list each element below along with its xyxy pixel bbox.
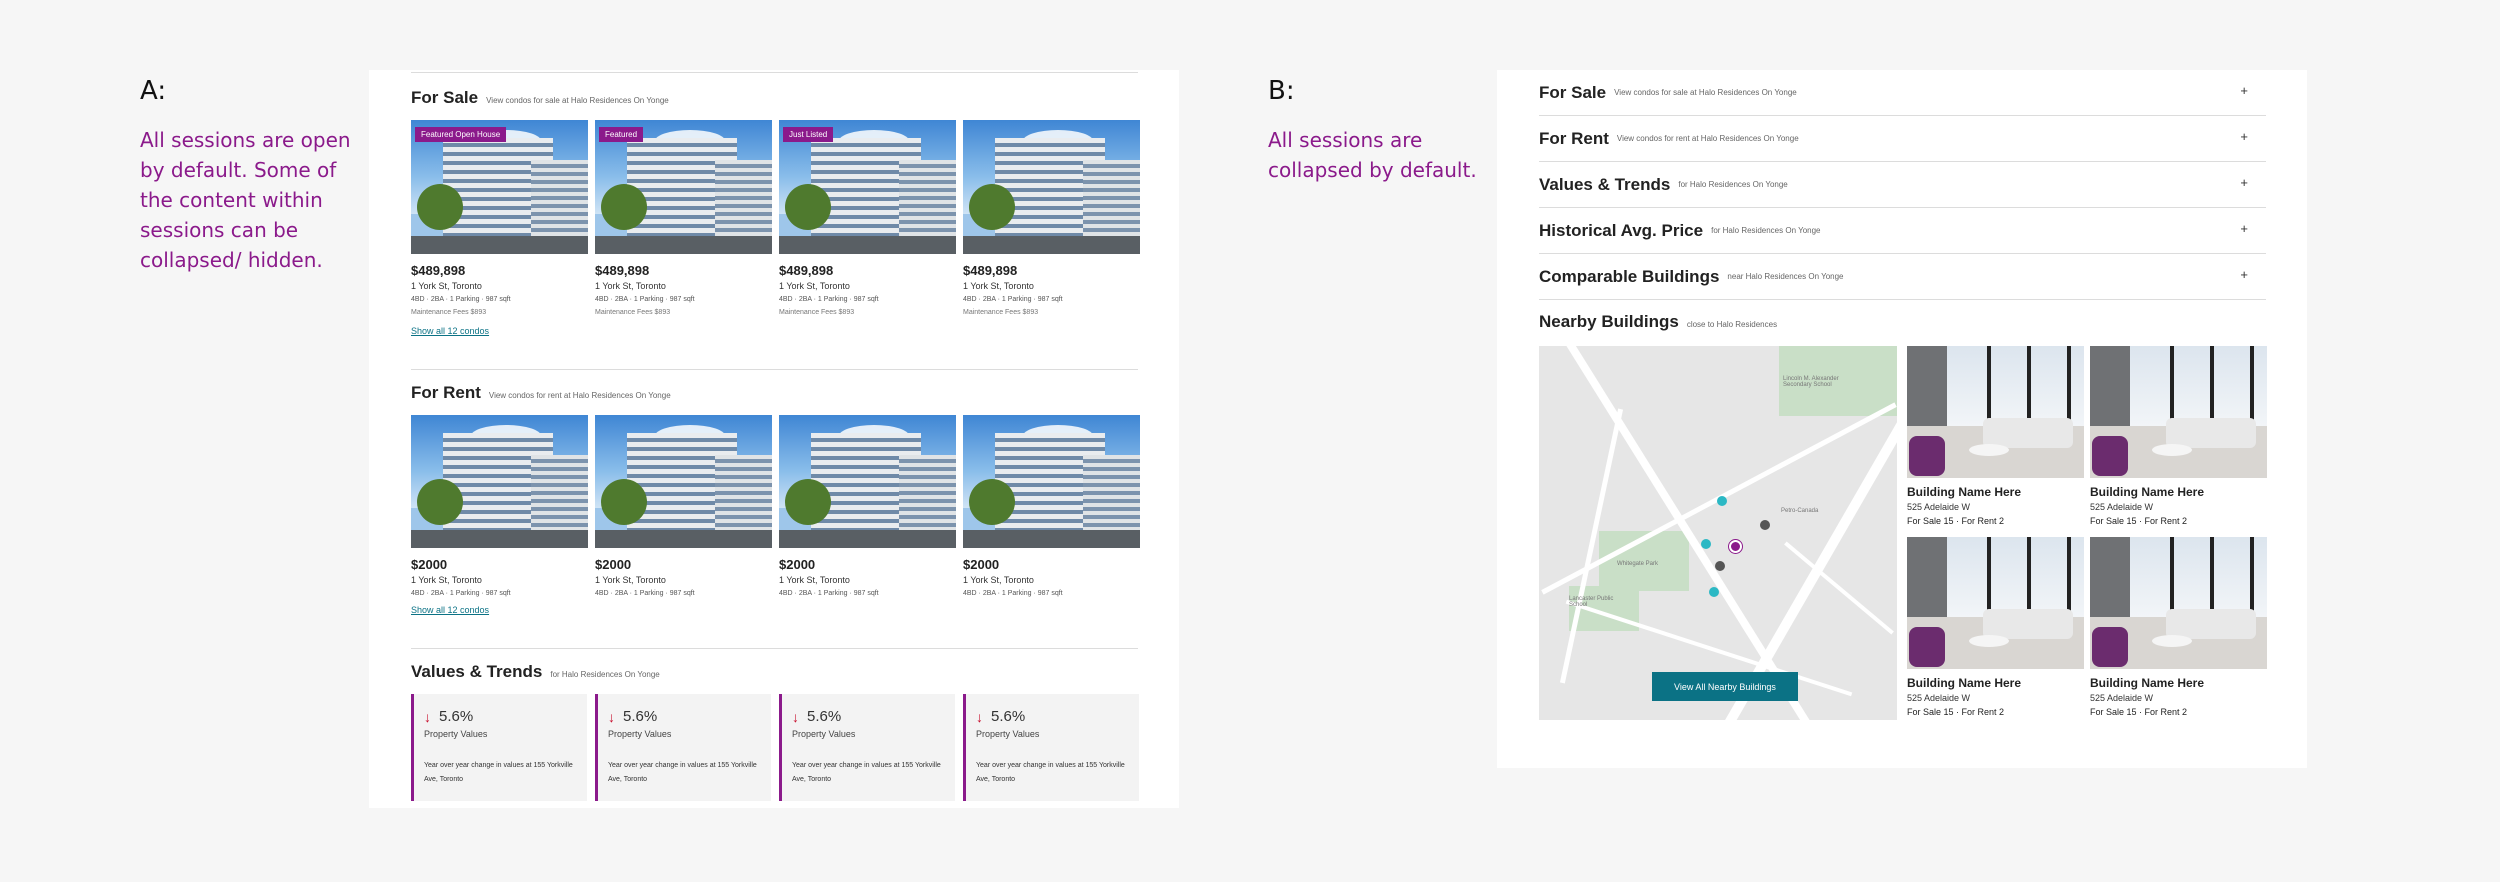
rent-listing-card[interactable] <box>411 415 588 597</box>
trend-note: Year over year change in values at 155 Yorkville Ave, Toronto <box>608 762 757 783</box>
trend-label: Property Values <box>424 729 488 739</box>
listing-price: $2000 <box>411 557 448 572</box>
condo-photo[interactable] <box>963 120 1140 254</box>
sale-listing-card[interactable] <box>595 120 772 316</box>
condo-photo[interactable] <box>595 120 772 254</box>
listing-specs: 4BD · 2BA · 1 Parking · 987 sqft <box>779 296 879 303</box>
listing-address: 1 York St, Toronto <box>779 281 850 291</box>
divider <box>411 648 1138 649</box>
accordion-for-sale[interactable] <box>1539 70 2266 116</box>
building-address: 525 Adelaide W <box>2090 502 2154 512</box>
accordion-comparable-buildings[interactable] <box>1539 254 2266 300</box>
show-all-sale-link[interactable]: Show all 12 condos <box>411 326 490 336</box>
option-b-title: B: <box>1268 76 1295 106</box>
accordion-historical-price[interactable] <box>1539 208 2266 254</box>
rent-listing-card[interactable] <box>595 415 772 597</box>
condo-photo[interactable] <box>595 415 772 548</box>
listing-price: $489,898 <box>779 263 834 278</box>
accordion-title: Historical Avg. Price <box>1539 220 1704 240</box>
accordion-title: For Rent <box>1539 128 1609 148</box>
show-all-rent-link[interactable]: Show all 12 condos <box>411 605 490 615</box>
for-sale-title: For Sale <box>411 88 479 107</box>
sale-listing-card[interactable] <box>779 120 956 316</box>
values-trends-header <box>411 662 660 682</box>
listing-address: 1 York St, Toronto <box>963 281 1034 291</box>
for-rent-header <box>411 383 671 403</box>
listing-badge: Featured Open House <box>415 127 506 142</box>
trend-percent: 5.6% <box>439 708 474 725</box>
accordion-title: For Sale <box>1539 82 1607 102</box>
trend-card <box>779 694 955 801</box>
nearby-header <box>1539 312 1777 332</box>
building-name: Building Name Here <box>2090 676 2205 690</box>
divider <box>411 369 1138 370</box>
values-trends-title: Values & Trends <box>411 662 543 681</box>
listing-specs: 4BD · 2BA · 1 Parking · 987 sqft <box>963 590 1063 597</box>
trend-note: Year over year change in values at 155 Yorkville Ave, Toronto <box>976 762 1125 783</box>
listing-price: $2000 <box>595 557 632 572</box>
expand-plus-icon[interactable]: + <box>2240 129 2248 144</box>
for-rent-title: For Rent <box>411 383 481 402</box>
building-photo[interactable] <box>2090 537 2267 669</box>
trend-note: Year over year change in values at 155 Yorkville Ave, Toronto <box>424 762 573 783</box>
accordion-for-rent[interactable] <box>1539 116 2266 162</box>
building-counts: For Sale 15 · For Rent 2 <box>1907 707 2005 717</box>
listing-specs: 4BD · 2BA · 1 Parking · 987 sqft <box>411 296 511 303</box>
trend-percent: 5.6% <box>807 708 842 725</box>
divider <box>411 72 1138 73</box>
accordion-subtitle: View condos for sale at Halo Residences On Yonge <box>1614 88 1797 97</box>
building-address: 525 Adelaide W <box>2090 693 2154 703</box>
building-counts: For Sale 15 · For Rent 2 <box>2090 707 2188 717</box>
building-name: Building Name Here <box>1907 485 2022 499</box>
for-sale-header <box>411 88 669 108</box>
trend-label: Property Values <box>608 729 672 739</box>
building-photo[interactable] <box>1907 537 2084 669</box>
listing-specs: 4BD · 2BA · 1 Parking · 987 sqft <box>595 296 695 303</box>
condo-photo[interactable] <box>963 415 1140 548</box>
for-sale-subtitle: View condos for sale at Halo Residences On Yonge <box>486 96 669 105</box>
nearby-subtitle: close to Halo Residences <box>1686 320 1778 329</box>
map-label: Whitegate Park <box>1617 561 1659 567</box>
accordion-title: Values & Trends <box>1539 174 1671 194</box>
option-a-title: A: <box>140 76 167 106</box>
listing-price: $489,898 <box>411 263 466 278</box>
map-pin[interactable] <box>1715 561 1725 571</box>
building-photo[interactable] <box>1907 346 2084 478</box>
accordion-subtitle: View condos for rent at Halo Residences On Yonge <box>1616 134 1799 143</box>
trend-percent: 5.6% <box>623 708 658 725</box>
rent-listing-card[interactable] <box>963 415 1140 597</box>
map-label: Lancaster Public School <box>1569 596 1614 608</box>
expand-plus-icon[interactable]: + <box>2240 175 2248 190</box>
condo-photo[interactable] <box>411 120 588 254</box>
map-pin[interactable] <box>1701 539 1711 549</box>
listing-fees: Maintenance Fees $893 <box>411 309 487 316</box>
listing-address: 1 York St, Toronto <box>595 281 666 291</box>
accordion-title: Comparable Buildings <box>1539 266 1720 286</box>
listing-specs: 4BD · 2BA · 1 Parking · 987 sqft <box>595 590 695 597</box>
nearby-building-card[interactable] <box>2090 537 2267 717</box>
current-building-pin[interactable] <box>1729 540 1742 553</box>
sale-listing-card[interactable] <box>411 120 588 316</box>
down-arrow-icon: ↓ <box>608 708 615 725</box>
accordion-subtitle: near Halo Residences On Yonge <box>1727 272 1844 281</box>
listing-badge: Just Listed <box>783 127 833 142</box>
nearby-building-card[interactable] <box>1907 537 2084 717</box>
condo-photo[interactable] <box>411 415 588 548</box>
map-label: Petro-Canada <box>1781 508 1819 514</box>
trend-card <box>595 694 771 801</box>
trend-card <box>411 694 587 801</box>
listing-address: 1 York St, Toronto <box>411 575 482 585</box>
trend-card <box>963 694 1139 801</box>
down-arrow-icon: ↓ <box>424 708 431 725</box>
listing-specs: 4BD · 2BA · 1 Parking · 987 sqft <box>963 296 1063 303</box>
map-pin[interactable] <box>1709 587 1719 597</box>
panel-b <box>1497 70 2307 768</box>
building-name: Building Name Here <box>2090 485 2205 499</box>
for-rent-subtitle: View condos for rent at Halo Residences On Yonge <box>488 391 671 400</box>
building-name: Building Name Here <box>1907 676 2022 690</box>
map-pin[interactable] <box>1760 520 1770 530</box>
building-counts: For Sale 15 · For Rent 2 <box>2090 516 2188 526</box>
listing-price: $489,898 <box>595 263 650 278</box>
listing-address: 1 York St, Toronto <box>595 575 666 585</box>
option-a-description: All sessions are open by default. Some of the content within sessions can be collapsed/ hidden. <box>140 128 351 272</box>
view-all-nearby-button[interactable]: View All Nearby Buildings <box>1652 672 1798 701</box>
down-arrow-icon: ↓ <box>792 708 799 725</box>
condo-photo[interactable] <box>779 415 956 548</box>
building-address: 525 Adelaide W <box>1907 693 1971 703</box>
nearby-map[interactable] <box>1539 346 1897 720</box>
option-b-description: All sessions are collapsed by default. <box>1268 128 1477 182</box>
listing-price: $2000 <box>963 557 1000 572</box>
panel-a <box>369 70 1179 808</box>
condo-photo[interactable] <box>779 120 956 254</box>
nearby-building-card[interactable] <box>2090 346 2267 526</box>
nearby-building-card[interactable] <box>1907 346 2084 526</box>
accordion-subtitle: for Halo Residences On Yonge <box>1678 180 1788 189</box>
listing-price: $489,898 <box>963 263 1018 278</box>
listing-badge: Featured <box>599 127 643 142</box>
listing-address: 1 York St, Toronto <box>963 575 1034 585</box>
map-pin[interactable] <box>1717 496 1727 506</box>
expand-plus-icon[interactable]: + <box>2240 83 2248 98</box>
trend-note: Year over year change in values at 155 Yorkville Ave, Toronto <box>792 762 941 783</box>
down-arrow-icon: ↓ <box>976 708 983 725</box>
trend-label: Property Values <box>976 729 1040 739</box>
listing-price: $2000 <box>779 557 816 572</box>
building-photo[interactable] <box>2090 346 2267 478</box>
map-label: Lincoln M. Alexander Secondary School <box>1783 376 1839 388</box>
accordion-values-trends[interactable] <box>1539 162 2266 208</box>
listing-fees: Maintenance Fees $893 <box>963 309 1039 316</box>
listing-specs: 4BD · 2BA · 1 Parking · 987 sqft <box>411 590 511 597</box>
trend-percent: 5.6% <box>991 708 1026 725</box>
values-trends-subtitle: for Halo Residences On Yonge <box>550 670 660 679</box>
expand-plus-icon[interactable]: + <box>2240 267 2248 282</box>
nearby-title: Nearby Buildings <box>1539 312 1679 331</box>
trend-label: Property Values <box>792 729 856 739</box>
expand-plus-icon[interactable]: + <box>2240 221 2248 236</box>
listing-fees: Maintenance Fees $893 <box>779 309 855 316</box>
listing-address: 1 York St, Toronto <box>411 281 482 291</box>
rent-listing-card[interactable] <box>779 415 956 597</box>
sale-listing-card[interactable] <box>963 120 1140 316</box>
accordion-subtitle: for Halo Residences On Yonge <box>1711 226 1821 235</box>
building-counts: For Sale 15 · For Rent 2 <box>1907 516 2005 526</box>
listing-specs: 4BD · 2BA · 1 Parking · 987 sqft <box>779 590 879 597</box>
building-address: 525 Adelaide W <box>1907 502 1971 512</box>
listing-address: 1 York St, Toronto <box>779 575 850 585</box>
listing-fees: Maintenance Fees $893 <box>595 309 671 316</box>
